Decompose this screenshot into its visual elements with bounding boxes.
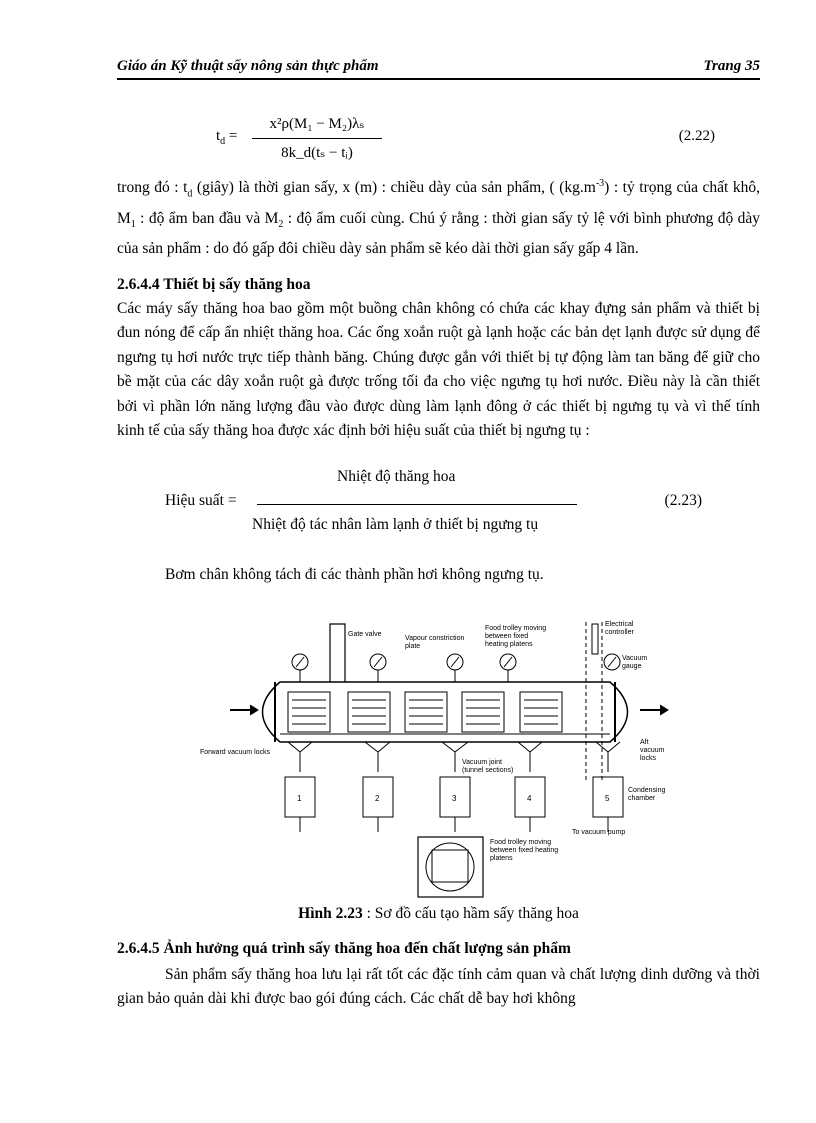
- section-heading-2-6-4-4: 2.6.4.4 Thiết bị sấy thăng hoa: [117, 276, 311, 293]
- label-to-pump: To vacuum pump: [572, 829, 626, 836]
- caption-label: Hình 2.23: [298, 905, 363, 922]
- label-trolley-detail: Food trolley moving between fixed heating platens: [490, 839, 559, 862]
- label-gate-valve: Gate valve: [348, 631, 382, 638]
- fraction-bar: [252, 138, 382, 139]
- equation-number: (2.23): [664, 492, 702, 509]
- page-header: [117, 56, 760, 80]
- label-vacuum-joint: Vacuum joint (tunnel sections): [462, 759, 514, 774]
- label-aft-locks: Aft vacuum locks: [640, 739, 665, 762]
- equation-number: (2.22): [678, 128, 715, 144]
- label-vapour-plate: Vapour constriction plate: [405, 635, 465, 650]
- caption-text: : Sơ đồ cấu tạo hầm sấy thăng hoa: [362, 905, 579, 922]
- fraction-bar: [257, 504, 577, 505]
- efficiency-label: Hiệu suất =: [165, 492, 237, 509]
- condenser-label-5: 5: [605, 794, 610, 803]
- label-forward-locks: Forward vacuum locks: [200, 749, 271, 756]
- page-number: Trang 35: [703, 58, 760, 74]
- label-food-trolley: Food trolley moving between fixed heating platens: [485, 625, 547, 648]
- equation-numerator: x²ρ(M₁ − M₂)λₛ: [269, 116, 365, 132]
- section-heading-2-6-4-5: 2.6.4.5 Ảnh hưởng quá trình sấy thăng hoa đến chất lượng sản phẩm: [117, 940, 571, 957]
- paragraph-freeze-dryer: Các máy sấy thăng hoa bao gồm một buồng chân không có chứa các khay đựng sản phẩm và thiết bị đun nóng để cấp ẩn nhiệt thăng hoa. Các ống xoắn ruột gà lạnh hoặc các bản dẹt lạnh được sử dụng để ngưng tụ hơi nước trực tiếp thành băng. Chúng được gắn với thiết bị tự động làm tan băng để giữ cho bề mặt của các dây xoắn ruột gà được trống tối đa cho việc ngưng tụ hơi nước. Điều này là cần thiết bởi vì phần lớn năng lượng đầu vào được dùng làm lạnh đông ở các thiết bị ngưng tụ và vì thế tính kinh tế của sấy thăng hoa được xác định bởi hiệu suất của thiết bị ngưng tụ :: [117, 300, 760, 440]
- paragraph-variables: trong đó : $t_d$ (giây) là thời gian sấy, x (m) : chiều dày của sản phẩm, ( $(kg.m^{-3})$ : tỷ trọng của chất khô, $M_1$ : độ ẩm ban đầu và $M_2$ : độ ẩm cuối cùng. Chú ý rằng : thời gian sấy tỷ lệ với bình phương độ dày của sản phẩm : do đó gấp đôi chiều dày sản phẩm sẽ kéo dài thời gian sấy gấp 4 lần.: [117, 178, 760, 258]
- paragraph-quality: Sản phẩm sấy thăng hoa lưu lại rất tốt các đặc tính cảm quan và chất lượng dinh dưỡng và thời gian bảo quản dài khi được bao gói đúng cách. Các chất dễ bay hơi không: [117, 966, 760, 1008]
- freeze-dryer-diagram: [200, 612, 680, 904]
- efficiency-numerator: Nhiệt độ thăng hoa: [337, 468, 456, 485]
- condenser-label-4: 4: [527, 794, 532, 803]
- efficiency-denominator: Nhiệt độ tác nhân làm lạnh ở thiết bị ngưng tụ: [252, 516, 539, 533]
- label-vacuum-gauge: Vacuum gauge: [622, 655, 648, 670]
- condenser-label-2: 2: [375, 794, 380, 803]
- equation-2-23: [117, 468, 760, 538]
- header-title: Giáo án Kỹ thuật sấy nông sản thực phẩm: [117, 58, 379, 74]
- equation-lhs: $t_d$ =: [216, 128, 238, 147]
- figure-caption: [117, 905, 760, 923]
- equation-denominator: 8k_d(tₛ − tᵢ): [281, 145, 353, 161]
- label-condensing: Condensing chamber: [628, 787, 666, 802]
- paragraph-vacuum-pump: Bơm chân không tách đi các thành phần hơi không ngưng tụ.: [165, 566, 544, 583]
- label-electrical: Electrical controller: [605, 621, 634, 636]
- condenser-label-3: 3: [452, 794, 457, 803]
- condenser-label-1: 1: [297, 794, 302, 803]
- equation-2-22: [200, 110, 760, 170]
